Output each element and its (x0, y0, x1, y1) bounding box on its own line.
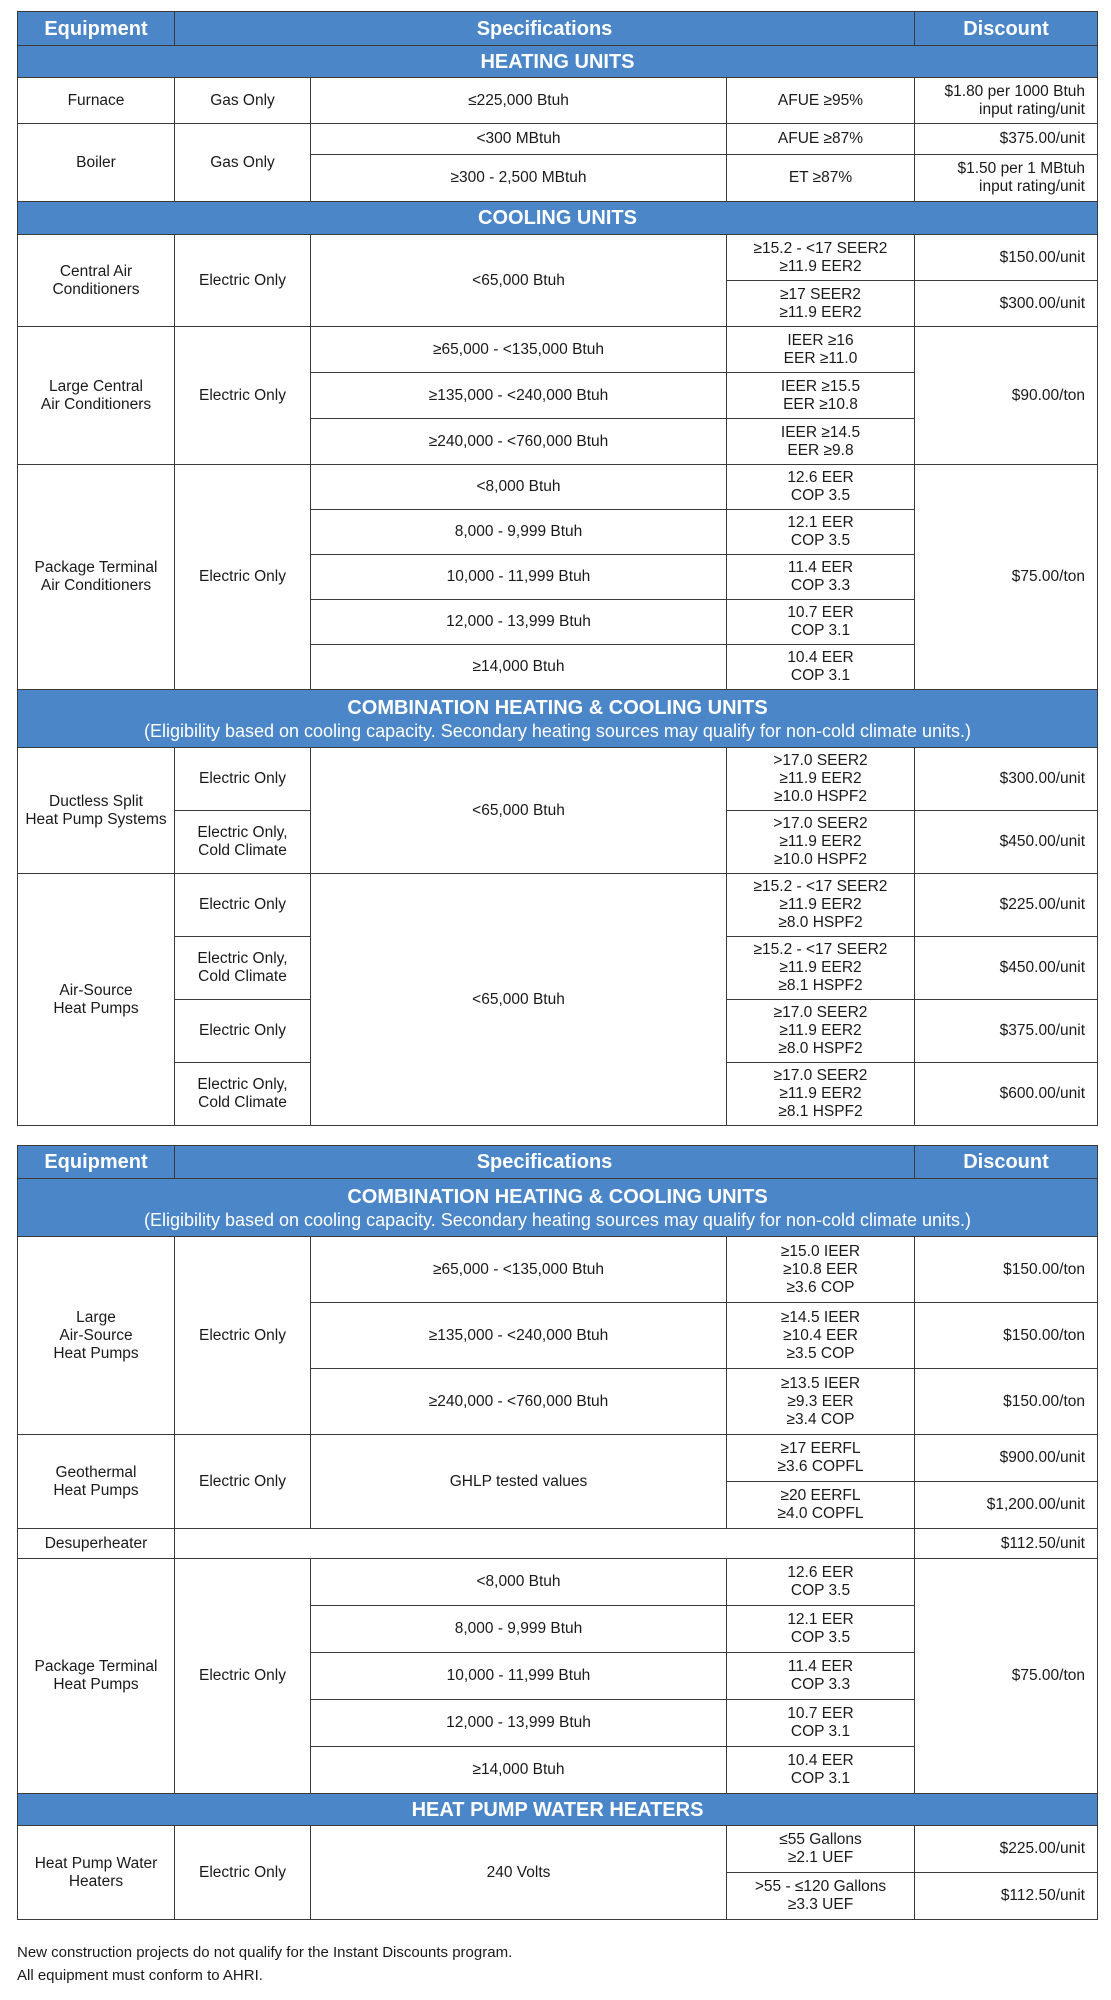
fuel-type: Electric Only (175, 1826, 311, 1920)
discount: $450.00/unit (915, 811, 1098, 874)
capacity: 10,000 - 11,999 Btuh (311, 555, 727, 600)
section-combination-units: COMBINATION HEATING & COOLING UNITS (Eligibility based on cooling capacity. Secondary heating sources may qualify for non-cold climate units.) (18, 1179, 1098, 1237)
table-row (18, 327, 1098, 373)
discount: $900.00/unit (915, 1435, 1098, 1482)
discount: $150.00/ton (915, 1237, 1098, 1303)
discount: $150.00/ton (915, 1369, 1098, 1435)
efficiency: ≥17.0 SEER2 ≥11.9 EER2 ≥8.1 HSPF2 (727, 1063, 915, 1126)
capacity: ≥300 - 2,500 MBtuh (311, 155, 727, 202)
equipment-name: Air-Source Heat Pumps (18, 874, 175, 1126)
efficiency: ET ≥87% (727, 155, 915, 202)
table-row (18, 748, 1098, 811)
fuel-type: Electric Only (175, 748, 311, 811)
discount: $75.00/ton (915, 1559, 1098, 1794)
section-cooling-units: COOLING UNITS (18, 202, 1098, 235)
header-equipment: Equipment (18, 1146, 175, 1179)
efficiency: ≥15.2 - <17 SEER2 ≥11.9 EER2 ≥8.1 HSPF2 (727, 937, 915, 1000)
capacity: <8,000 Btuh (311, 1559, 727, 1606)
header-specifications: Specifications (175, 12, 915, 46)
capacity: 8,000 - 9,999 Btuh (311, 510, 727, 555)
efficiency: IEER ≥15.5 EER ≥10.8 (727, 373, 915, 419)
capacity: ≥240,000 - <760,000 Btuh (311, 1369, 727, 1435)
equipment-name: Boiler (18, 124, 175, 202)
discount: $112.50/unit (915, 1873, 1098, 1920)
capacity: <300 MBtuh (311, 124, 727, 155)
capacity: ≥65,000 - <135,000 Btuh (311, 1237, 727, 1303)
efficiency: 11.4 EER COP 3.3 (727, 555, 915, 600)
efficiency: ≥13.5 IEER ≥9.3 EER ≥3.4 COP (727, 1369, 915, 1435)
equipment-name: Heat Pump Water Heaters (18, 1826, 175, 1920)
fuel-type: Electric Only (175, 235, 311, 327)
fuel-type: Electric Only (175, 874, 311, 937)
table-row (18, 1559, 1098, 1606)
discount: $75.00/ton (915, 465, 1098, 690)
equipment-name: Package Terminal Air Conditioners (18, 465, 175, 690)
fuel-type: Electric Only, Cold Climate (175, 811, 311, 874)
equipment-name: Large Central Air Conditioners (18, 327, 175, 465)
footnote-new-construction: New construction projects do not qualify for the Instant Discounts program. (17, 1944, 513, 1961)
capacity: 10,000 - 11,999 Btuh (311, 1653, 727, 1700)
efficiency: AFUE ≥95% (727, 78, 915, 124)
capacity: ≥14,000 Btuh (311, 1747, 727, 1794)
efficiency: 12.6 EER COP 3.5 (727, 1559, 915, 1606)
efficiency: >17.0 SEER2 ≥11.9 EER2 ≥10.0 HSPF2 (727, 811, 915, 874)
efficiency: 12.1 EER COP 3.5 (727, 1606, 915, 1653)
discount: $300.00/unit (915, 281, 1098, 327)
capacity: 12,000 - 13,999 Btuh (311, 600, 727, 645)
discount: $375.00/unit (915, 1000, 1098, 1063)
footnote-ahri: All equipment must conform to AHRI. (17, 1967, 263, 1984)
capacity: ≥65,000 - <135,000 Btuh (311, 327, 727, 373)
efficiency: 10.7 EER COP 3.1 (727, 1700, 915, 1747)
discount: $1,200.00/unit (915, 1482, 1098, 1529)
efficiency: AFUE ≥87% (727, 124, 915, 155)
equipment-name: Geothermal Heat Pumps (18, 1435, 175, 1529)
efficiency: 10.4 EER COP 3.1 (727, 645, 915, 690)
header-discount: Discount (915, 1146, 1098, 1179)
capacity: ≥135,000 - <240,000 Btuh (311, 373, 727, 419)
discount: $300.00/unit (915, 748, 1098, 811)
capacity: <65,000 Btuh (311, 748, 727, 874)
capacity: 12,000 - 13,999 Btuh (311, 1700, 727, 1747)
efficiency: IEER ≥14.5 EER ≥9.8 (727, 419, 915, 465)
section-heat-pump-water-heaters: HEAT PUMP WATER HEATERS (18, 1794, 1098, 1826)
efficiency: ≥14.5 IEER ≥10.4 EER ≥3.5 COP (727, 1303, 915, 1369)
discount: $1.80 per 1000 Btuh input rating/unit (915, 78, 1098, 124)
efficiency: >17.0 SEER2 ≥11.9 EER2 ≥10.0 HSPF2 (727, 748, 915, 811)
capacity: 240 Volts (311, 1826, 727, 1920)
fuel-type: Electric Only (175, 1435, 311, 1529)
header-equipment: Equipment (18, 12, 175, 46)
fuel-type: Electric Only, Cold Climate (175, 937, 311, 1000)
header-specifications: Specifications (175, 1146, 915, 1179)
fuel-type: Gas Only (175, 78, 311, 124)
discount: $112.50/unit (915, 1529, 1098, 1559)
capacity: <8,000 Btuh (311, 465, 727, 510)
equipment-name: Desuperheater (18, 1529, 175, 1559)
fuel-type: Electric Only (175, 1000, 311, 1063)
table-row (18, 124, 1098, 155)
table-row (18, 1237, 1098, 1303)
efficiency: ≥17.0 SEER2 ≥11.9 EER2 ≥8.0 HSPF2 (727, 1000, 915, 1063)
efficiency: ≥15.2 - <17 SEER2 ≥11.9 EER2 ≥8.0 HSPF2 (727, 874, 915, 937)
table-row (18, 1826, 1098, 1873)
efficiency: 10.4 EER COP 3.1 (727, 1747, 915, 1794)
equipment-name: Furnace (18, 78, 175, 124)
capacity: <65,000 Btuh (311, 874, 727, 1126)
specifications-empty (175, 1529, 915, 1559)
efficiency: 12.1 EER COP 3.5 (727, 510, 915, 555)
table-row (18, 78, 1098, 124)
capacity: ≥14,000 Btuh (311, 645, 727, 690)
capacity: 8,000 - 9,999 Btuh (311, 1606, 727, 1653)
efficiency: ≥17 EERFL ≥3.6 COPFL (727, 1435, 915, 1482)
discount: $600.00/unit (915, 1063, 1098, 1126)
capacity: ≥135,000 - <240,000 Btuh (311, 1303, 727, 1369)
efficiency: 11.4 EER COP 3.3 (727, 1653, 915, 1700)
equipment-name: Package Terminal Heat Pumps (18, 1559, 175, 1794)
efficiency: 12.6 EER COP 3.5 (727, 465, 915, 510)
efficiency: 10.7 EER COP 3.1 (727, 600, 915, 645)
efficiency: ≥15.2 - <17 SEER2 ≥11.9 EER2 (727, 235, 915, 281)
efficiency: ≥17 SEER2 ≥11.9 EER2 (727, 281, 915, 327)
equipment-name: Large Air-Source Heat Pumps (18, 1237, 175, 1435)
discount: $225.00/unit (915, 874, 1098, 937)
discount: $375.00/unit (915, 124, 1098, 155)
table-row (18, 1529, 1098, 1559)
fuel-type: Electric Only, Cold Climate (175, 1063, 311, 1126)
fuel-type: Electric Only (175, 1559, 311, 1794)
capacity: ≥240,000 - <760,000 Btuh (311, 419, 727, 465)
section-heating-units: HEATING UNITS (18, 46, 1098, 78)
efficiency: >55 - ≤120 Gallons ≥3.3 UEF (727, 1873, 915, 1920)
rebate-table-1 (17, 11, 1098, 1126)
efficiency: ≥15.0 IEER ≥10.8 EER ≥3.6 COP (727, 1237, 915, 1303)
discount: $150.00/ton (915, 1303, 1098, 1369)
discount: $1.50 per 1 MBtuh input rating/unit (915, 155, 1098, 202)
equipment-name: Central Air Conditioners (18, 235, 175, 327)
table-row (18, 235, 1098, 281)
efficiency: IEER ≥16 EER ≥11.0 (727, 327, 915, 373)
header-discount: Discount (915, 12, 1098, 46)
discount: $450.00/unit (915, 937, 1098, 1000)
section-combination-units: COMBINATION HEATING & COOLING UNITS (Eligibility based on cooling capacity. Secondary heating sources may qualify for non-cold climate units.) (18, 690, 1098, 748)
equipment-name: Ductless Split Heat Pump Systems (18, 748, 175, 874)
capacity: ≤225,000 Btuh (311, 78, 727, 124)
fuel-type: Electric Only (175, 465, 311, 690)
discount: $225.00/unit (915, 1826, 1098, 1873)
capacity: GHLP tested values (311, 1435, 727, 1529)
fuel-type: Electric Only (175, 1237, 311, 1435)
table-row (18, 465, 1098, 510)
table-row (18, 874, 1098, 937)
efficiency: ≤55 Gallons ≥2.1 UEF (727, 1826, 915, 1873)
table-row (18, 1435, 1098, 1482)
discount: $150.00/unit (915, 235, 1098, 281)
rebate-table-2 (17, 1145, 1098, 1920)
fuel-type: Electric Only (175, 327, 311, 465)
capacity: <65,000 Btuh (311, 235, 727, 327)
efficiency: ≥20 EERFL ≥4.0 COPFL (727, 1482, 915, 1529)
discount: $90.00/ton (915, 327, 1098, 465)
fuel-type: Gas Only (175, 124, 311, 202)
